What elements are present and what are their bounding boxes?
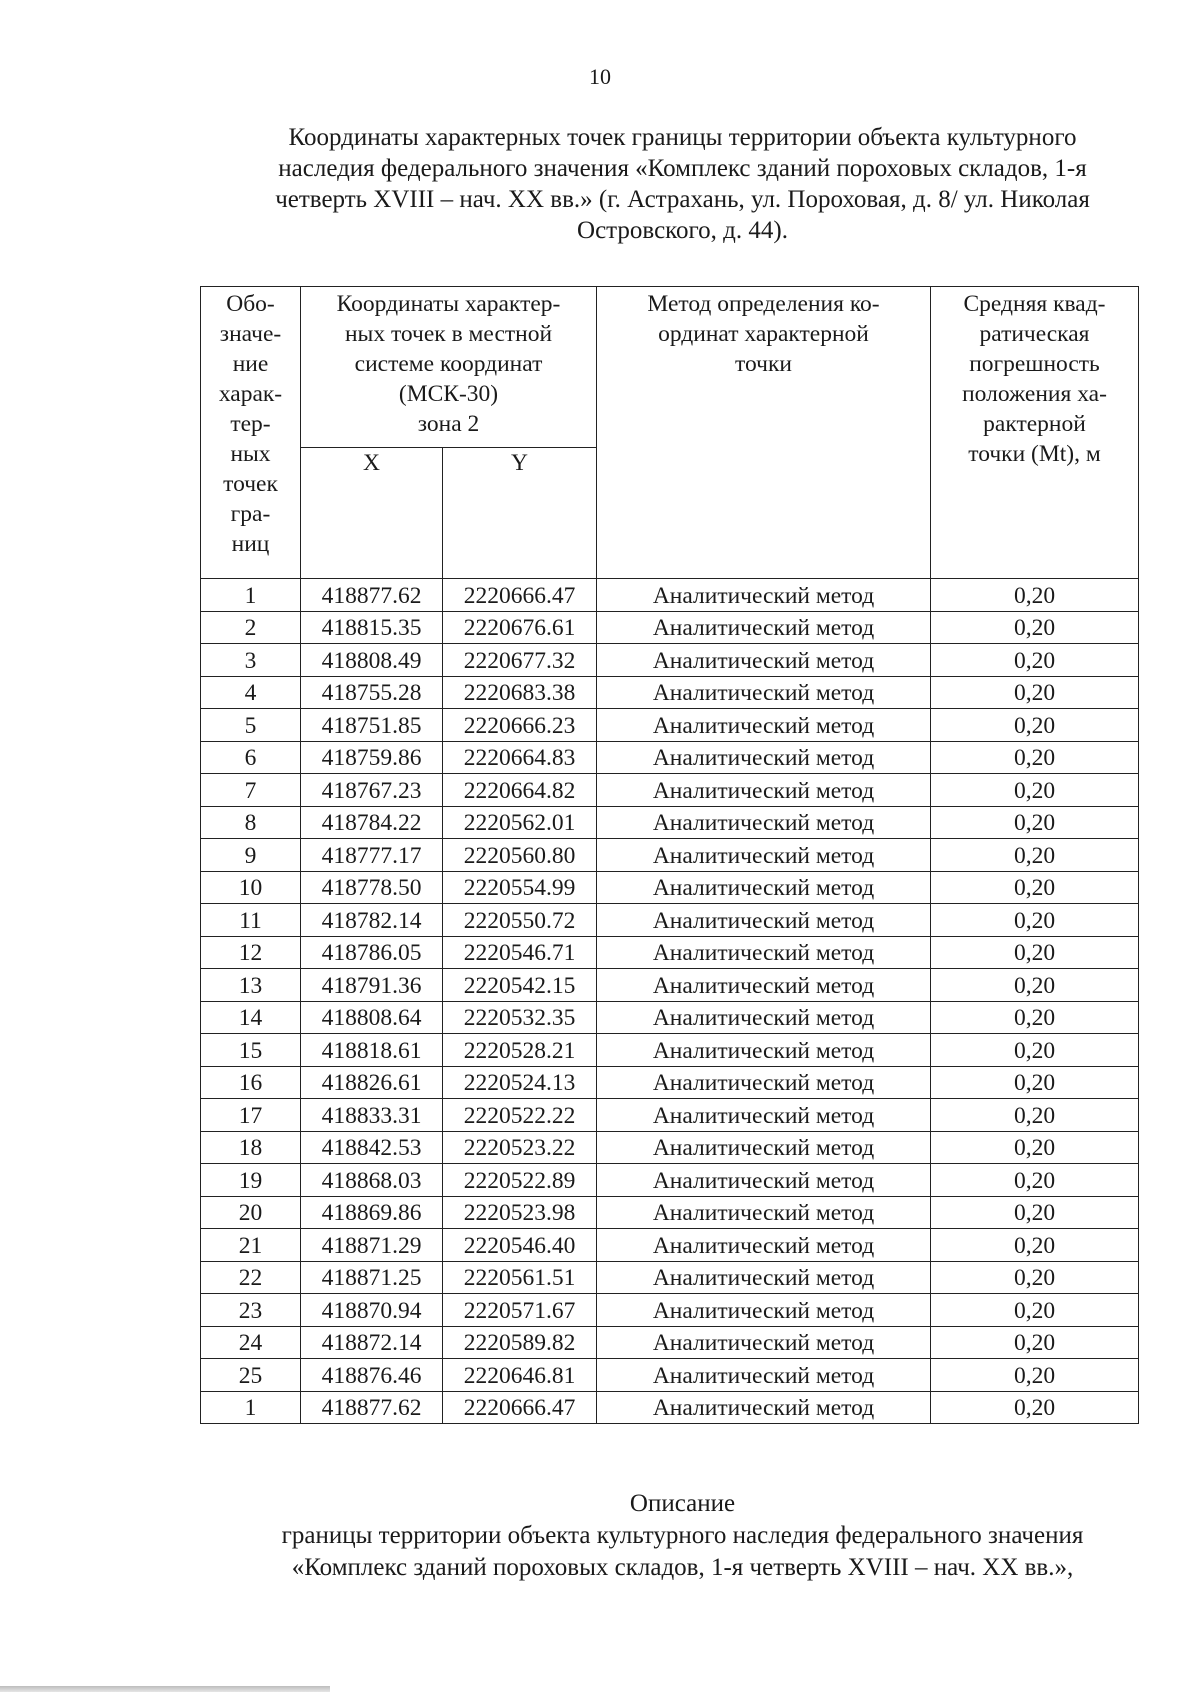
header-error: Средняя квад- ратическая погрешность положения ха- рактерной точки (Mt), м [931,287,1139,579]
table-row [201,611,1139,644]
cell-method: Аналитический метод [597,644,931,677]
table-row [201,1326,1139,1359]
cell-point-number: 13 [201,969,301,1002]
cell-x: 418877.62 [301,1391,443,1424]
cell-point-number: 21 [201,1229,301,1262]
page-number: 10 [589,64,611,89]
cell-y: 2220542.15 [443,969,597,1002]
title-line: четверть XVIII – нач. XX вв.» (г. Астрахань, ул. Пороховая, д. 8/ ул. Николая [275,186,1090,213]
document-title [205,122,1160,246]
table-row [201,644,1139,677]
cell-point-number: 22 [201,1261,301,1294]
cell-y: 2220677.32 [443,644,597,677]
cell-point-number: 1 [201,1391,301,1424]
cell-method: Аналитический метод [597,774,931,807]
cell-x: 418876.46 [301,1359,443,1392]
cell-y: 2220664.83 [443,741,597,774]
cell-x: 418871.29 [301,1229,443,1262]
cell-y: 2220528.21 [443,1034,597,1067]
cell-error: 0,20 [931,1326,1139,1359]
table-row [201,1359,1139,1392]
cell-x: 418782.14 [301,904,443,937]
header-coordinates: Координаты характер- ных точек в местной системе координат (МСК-30) зона 2 [301,287,597,448]
cell-point-number: 25 [201,1359,301,1392]
table-row [201,1294,1139,1327]
cell-point-number: 6 [201,741,301,774]
cell-x: 418869.86 [301,1196,443,1229]
cell-error: 0,20 [931,1391,1139,1424]
table-row [201,871,1139,904]
cell-method: Аналитический метод [597,1001,931,1034]
cell-error: 0,20 [931,936,1139,969]
cell-y: 2220550.72 [443,904,597,937]
description-line: «Комплекс зданий пороховых складов, 1-я четверть XVIII – нач. XX вв.», [291,1554,1074,1581]
cell-error: 0,20 [931,774,1139,807]
cell-x: 418791.36 [301,969,443,1002]
cell-method: Аналитический метод [597,741,931,774]
cell-method: Аналитический метод [597,579,931,612]
header-designation: Обо- значе- ние харак- тер- ных точек гра- ниц [201,287,301,579]
title-line: Островского, д. 44). [577,217,788,244]
table-body [201,579,1139,1424]
table-row [201,774,1139,807]
cell-x: 418786.05 [301,936,443,969]
cell-error: 0,20 [931,1001,1139,1034]
description-heading: Описание [629,1490,736,1517]
table-row [201,1164,1139,1197]
cell-method: Аналитический метод [597,969,931,1002]
cell-x: 418815.35 [301,611,443,644]
cell-error: 0,20 [931,1164,1139,1197]
cell-error: 0,20 [931,1359,1139,1392]
cell-x: 418755.28 [301,676,443,709]
cell-error: 0,20 [931,1261,1139,1294]
cell-error: 0,20 [931,644,1139,677]
cell-y: 2220589.82 [443,1326,597,1359]
cell-y: 2220571.67 [443,1294,597,1327]
header-method: Метод определения ко- ординат характерной точки [597,287,931,579]
cell-y: 2220546.40 [443,1229,597,1262]
cell-point-number: 4 [201,676,301,709]
cell-y: 2220523.98 [443,1196,597,1229]
cell-x: 418833.31 [301,1099,443,1132]
cell-point-number: 15 [201,1034,301,1067]
cell-point-number: 14 [201,1001,301,1034]
cell-method: Аналитический метод [597,1391,931,1424]
cell-y: 2220522.89 [443,1164,597,1197]
cell-method: Аналитический метод [597,1034,931,1067]
description-block [205,1488,1160,1584]
cell-point-number: 8 [201,806,301,839]
cell-y: 2220554.99 [443,871,597,904]
cell-point-number: 12 [201,936,301,969]
cell-error: 0,20 [931,611,1139,644]
cell-method: Аналитический метод [597,936,931,969]
cell-error: 0,20 [931,1196,1139,1229]
cell-point-number: 7 [201,774,301,807]
table-row [201,1261,1139,1294]
cell-y: 2220532.35 [443,1001,597,1034]
cell-y: 2220666.47 [443,1391,597,1424]
cell-error: 0,20 [931,1099,1139,1132]
table-row [201,1066,1139,1099]
cell-x: 418767.23 [301,774,443,807]
cell-point-number: 9 [201,839,301,872]
cell-point-number: 10 [201,871,301,904]
cell-point-number: 17 [201,1099,301,1132]
cell-y: 2220676.61 [443,611,597,644]
table-row [201,1131,1139,1164]
cell-x: 418870.94 [301,1294,443,1327]
table-row [201,969,1139,1002]
cell-x: 418872.14 [301,1326,443,1359]
cell-error: 0,20 [931,1229,1139,1262]
cell-error: 0,20 [931,579,1139,612]
cell-x: 418751.85 [301,709,443,742]
cell-error: 0,20 [931,741,1139,774]
cell-point-number: 5 [201,709,301,742]
cell-method: Аналитический метод [597,1326,931,1359]
cell-point-number: 3 [201,644,301,677]
cell-method: Аналитический метод [597,904,931,937]
cell-method: Аналитический метод [597,1066,931,1099]
cell-error: 0,20 [931,904,1139,937]
cell-method: Аналитический метод [597,676,931,709]
scan-edge-divider [0,1686,330,1692]
cell-error: 0,20 [931,871,1139,904]
cell-point-number: 11 [201,904,301,937]
table-row [201,904,1139,937]
table-row [201,1034,1139,1067]
cell-x: 418808.64 [301,1001,443,1034]
table-row [201,676,1139,709]
cell-y: 2220561.51 [443,1261,597,1294]
header-x: X [301,448,443,579]
cell-x: 418877.62 [301,579,443,612]
cell-y: 2220683.38 [443,676,597,709]
cell-x: 418784.22 [301,806,443,839]
cell-point-number: 23 [201,1294,301,1327]
cell-method: Аналитический метод [597,839,931,872]
table-row [201,806,1139,839]
cell-point-number: 16 [201,1066,301,1099]
cell-x: 418868.03 [301,1164,443,1197]
cell-method: Аналитический метод [597,1131,931,1164]
cell-x: 418818.61 [301,1034,443,1067]
cell-error: 0,20 [931,1131,1139,1164]
cell-method: Аналитический метод [597,1099,931,1132]
cell-method: Аналитический метод [597,806,931,839]
table-row [201,1099,1139,1132]
table-row [201,839,1139,872]
table-row [201,936,1139,969]
cell-y: 2220666.47 [443,579,597,612]
cell-x: 418842.53 [301,1131,443,1164]
table-row [201,579,1139,612]
cell-y: 2220523.22 [443,1131,597,1164]
cell-method: Аналитический метод [597,871,931,904]
cell-x: 418778.50 [301,871,443,904]
cell-point-number: 19 [201,1164,301,1197]
cell-y: 2220560.80 [443,839,597,872]
cell-x: 418871.25 [301,1261,443,1294]
cell-point-number: 1 [201,579,301,612]
cell-y: 2220522.22 [443,1099,597,1132]
cell-y: 2220666.23 [443,709,597,742]
cell-error: 0,20 [931,839,1139,872]
cell-method: Аналитический метод [597,611,931,644]
cell-point-number: 2 [201,611,301,644]
header-y: Y [443,448,597,579]
cell-y: 2220546.71 [443,936,597,969]
cell-y: 2220646.81 [443,1359,597,1392]
table-row [201,1001,1139,1034]
cell-method: Аналитический метод [597,1359,931,1392]
table-row [201,709,1139,742]
cell-error: 0,20 [931,1294,1139,1327]
cell-method: Аналитический метод [597,1261,931,1294]
coordinates-table [200,286,1139,1424]
cell-x: 418777.17 [301,839,443,872]
cell-method: Аналитический метод [597,1294,931,1327]
cell-method: Аналитический метод [597,1164,931,1197]
cell-point-number: 18 [201,1131,301,1164]
cell-error: 0,20 [931,1066,1139,1099]
cell-error: 0,20 [931,1034,1139,1067]
cell-error: 0,20 [931,709,1139,742]
cell-x: 418826.61 [301,1066,443,1099]
cell-method: Аналитический метод [597,1229,931,1262]
cell-x: 418759.86 [301,741,443,774]
cell-y: 2220664.82 [443,774,597,807]
table-row [201,741,1139,774]
table-row [201,1196,1139,1229]
table-row [201,1391,1139,1424]
cell-error: 0,20 [931,676,1139,709]
cell-error: 0,20 [931,969,1139,1002]
cell-method: Аналитический метод [597,709,931,742]
title-line: Координаты характерных точек границы территории объекта культурного [288,124,1077,151]
cell-point-number: 24 [201,1326,301,1359]
cell-point-number: 20 [201,1196,301,1229]
cell-y: 2220562.01 [443,806,597,839]
cell-y: 2220524.13 [443,1066,597,1099]
cell-error: 0,20 [931,806,1139,839]
cell-method: Аналитический метод [597,1196,931,1229]
title-line: наследия федерального значения «Комплекс зданий пороховых складов, 1-я [278,155,1087,182]
table-row [201,1229,1139,1262]
cell-x: 418808.49 [301,644,443,677]
description-line: границы территории объекта культурного наследия федерального значения [281,1522,1084,1549]
